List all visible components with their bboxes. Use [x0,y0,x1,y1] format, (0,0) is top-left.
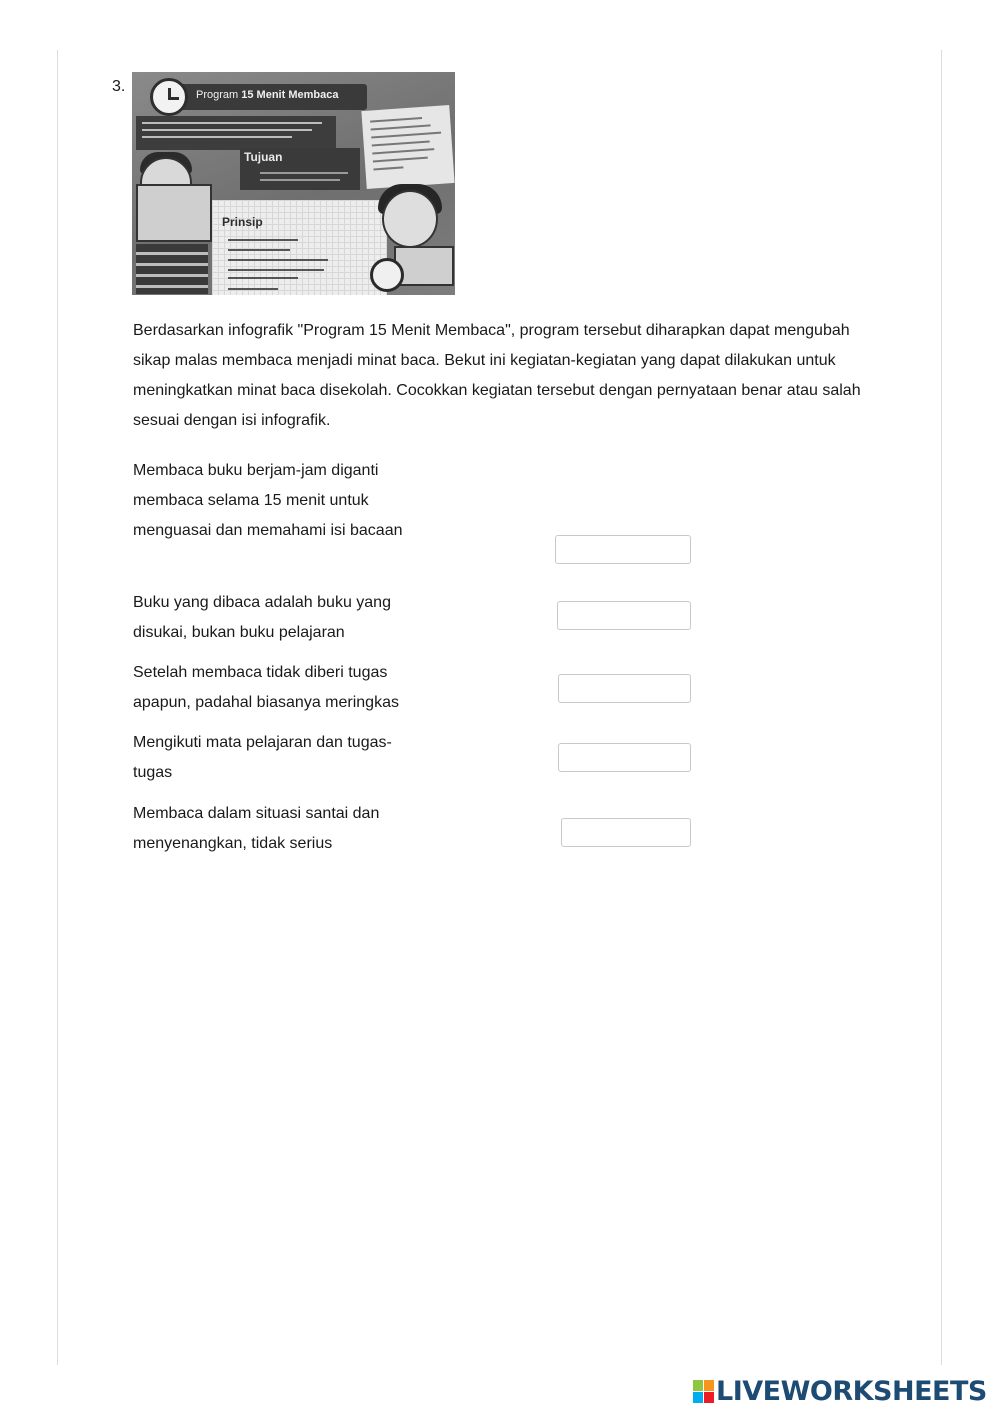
statement-4: Mengikuti mata pelajaran dan tugas-tugas [133,734,392,781]
answer-input-4[interactable] [558,743,691,772]
infographic-note [361,105,454,189]
answer-input-3[interactable] [558,674,691,703]
infographic-image [132,72,455,295]
liveworksheets-logo-icon [693,1380,713,1402]
statement-5: Membaca dalam situasi santai dan menyenangkan, tidak serius [133,805,380,852]
liveworksheets-brand [693,1376,987,1406]
instructions-text: Berdasarkan infografik "Program 15 Menit Membaca", program tersebut diharapkan dapat mengubah sikap malas membaca menjadi minat baca. Bekut ini kegiatan-kegiatan yang dapat dilakukan untuk meningkatkan minat baca disekolah. Cocokkan kegiatan tersebut dengan pernyataan benar atau salah sesuai dengan isi infografik. [133,322,861,429]
prinsip-heading: Prinsip [222,215,263,229]
page-border-right [941,50,942,1365]
book-icon [136,184,212,242]
answer-input-2[interactable] [557,601,691,630]
page-border-left [57,50,58,1365]
answer-input-5[interactable] [561,818,691,847]
girl-illustration [382,190,438,248]
infographic-title: Program 15 Menit Membaca [196,89,339,101]
statement-1: Membaca buku berjam-jam diganti membaca selama 15 menit untuk menguasai dan memahami isi bacaan [133,462,403,539]
clock-icon [150,78,188,116]
book-stack-icon [136,244,208,294]
alarm-clock-icon [370,258,404,292]
statement-3: Setelah membaca tidak diberi tugas apapun, padahal biasanya meringkas [133,664,399,711]
answer-input-1[interactable] [555,535,691,564]
statement-2: Buku yang dibaca adalah buku yang disukai, bukan buku pelajaran [133,594,391,641]
tujuan-heading: Tujuan [244,150,283,164]
brand-name: LIVEWORKSHEETS [716,1375,987,1407]
question-number: 3. [112,78,126,95]
